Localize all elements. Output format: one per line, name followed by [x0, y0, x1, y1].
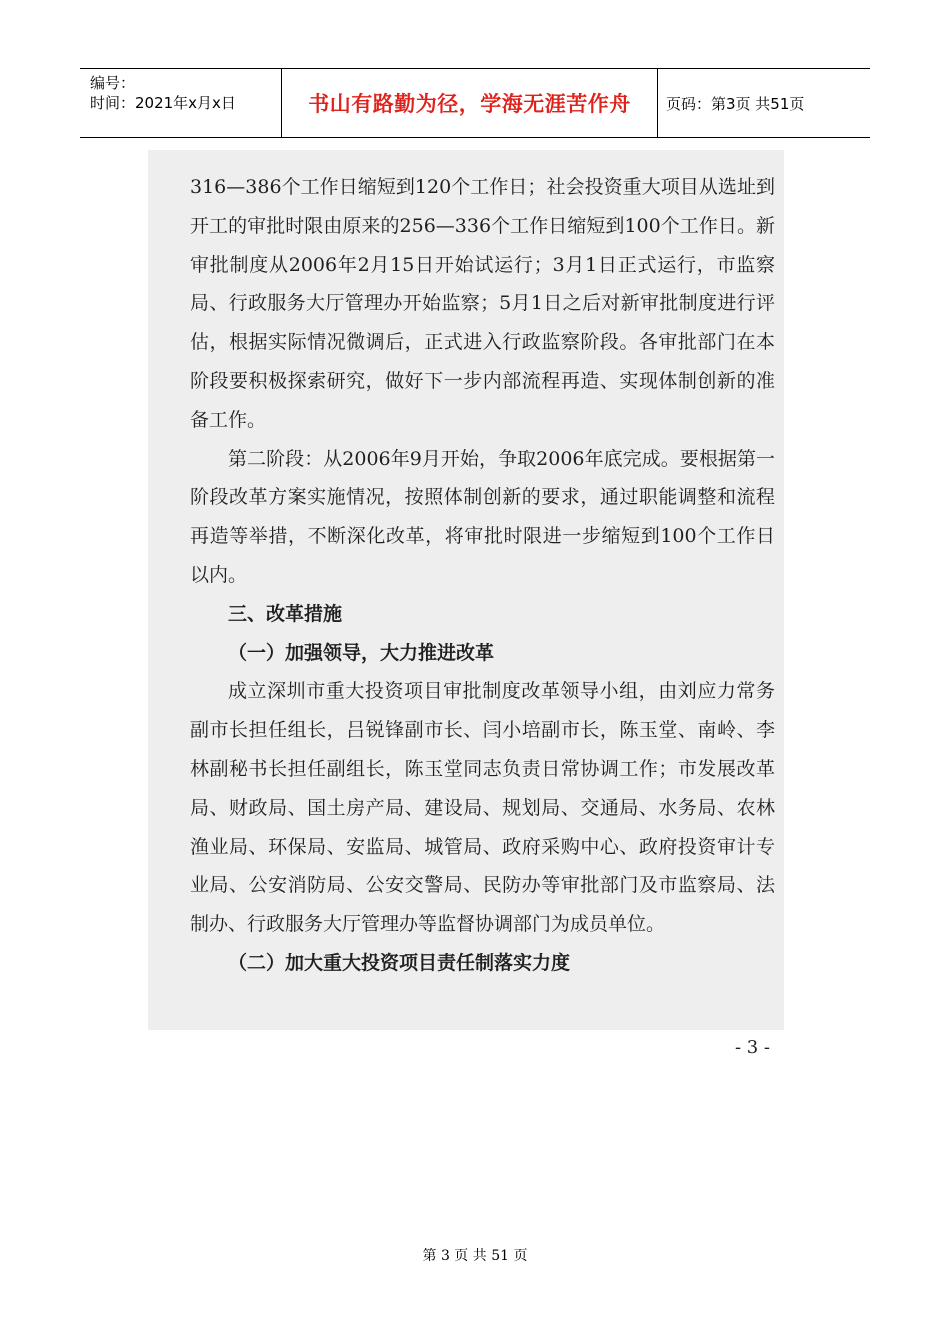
header-motto: 书山有路勤为径，学海无涯苦作舟 — [282, 69, 658, 137]
page-header — [80, 68, 870, 138]
body-paragraph: 第二阶段：从2006年9月开始，争取2006年底完成。要根据第一阶段改革方案实施情况，按照体制创新的要求，通过职能调整和流程再造等举措，不断深化改革，将审批时限进一步缩短到100个工作日以内。 — [190, 447, 775, 586]
subsection-heading: （一）加强领导，大力推进改革 — [228, 641, 495, 664]
body-paragraph: 316—386个工作日缩短到120个工作日；社会投资重大项目从选址到开工的审批时限由原来的256—336个工作日缩短到100个工作日。新审批制度从2006年2月15日开始试运行；3月1日正式运行，市监察局、行政服务大厅管理办开始监察；5月1日之后对新审批制度进行评估，根据实际情况微调后，正式进入行政监察阶段。各审批部门在本阶段要积极探索研究，做好下一步内部流程再造、实现体制创新的准备工作。 — [190, 176, 775, 431]
scan-page-number: - 3 - — [734, 1037, 770, 1058]
document-time-label: 时间：2021年x月x日 — [90, 94, 236, 112]
document-number-label: 编号： — [90, 74, 136, 92]
document-body — [190, 168, 775, 983]
page-footer: 第 3 页 共 51 页 — [422, 1248, 528, 1264]
section-heading: 三、改革措施 — [228, 602, 343, 625]
header-page-label: 页码：第3页 共51页 — [666, 94, 805, 113]
header-meta-cell — [80, 69, 282, 137]
body-paragraph: 成立深圳市重大投资项目审批制度改革领导小组，由刘应力常务副市长担任组长，吕锐锋副市长、闫小培副市长，陈玉堂、南岭、李林副秘书长担任副组长，陈玉堂同志负责日常协调工作；市发展改革局、财政局、国土房产局、建设局、规划局、交通局、水务局、农林渔业局、环保局、安监局、城管局、政府采购中心、政府投资审计专业局、公安消防局、公安交警局、民防办等审批部门及市监察局、法制办、行政服务大厅管理办等监督协调部门为成员单位。 — [190, 680, 775, 936]
subsection-heading: （二）加大重大投资项目责任制落实力度 — [228, 951, 571, 974]
